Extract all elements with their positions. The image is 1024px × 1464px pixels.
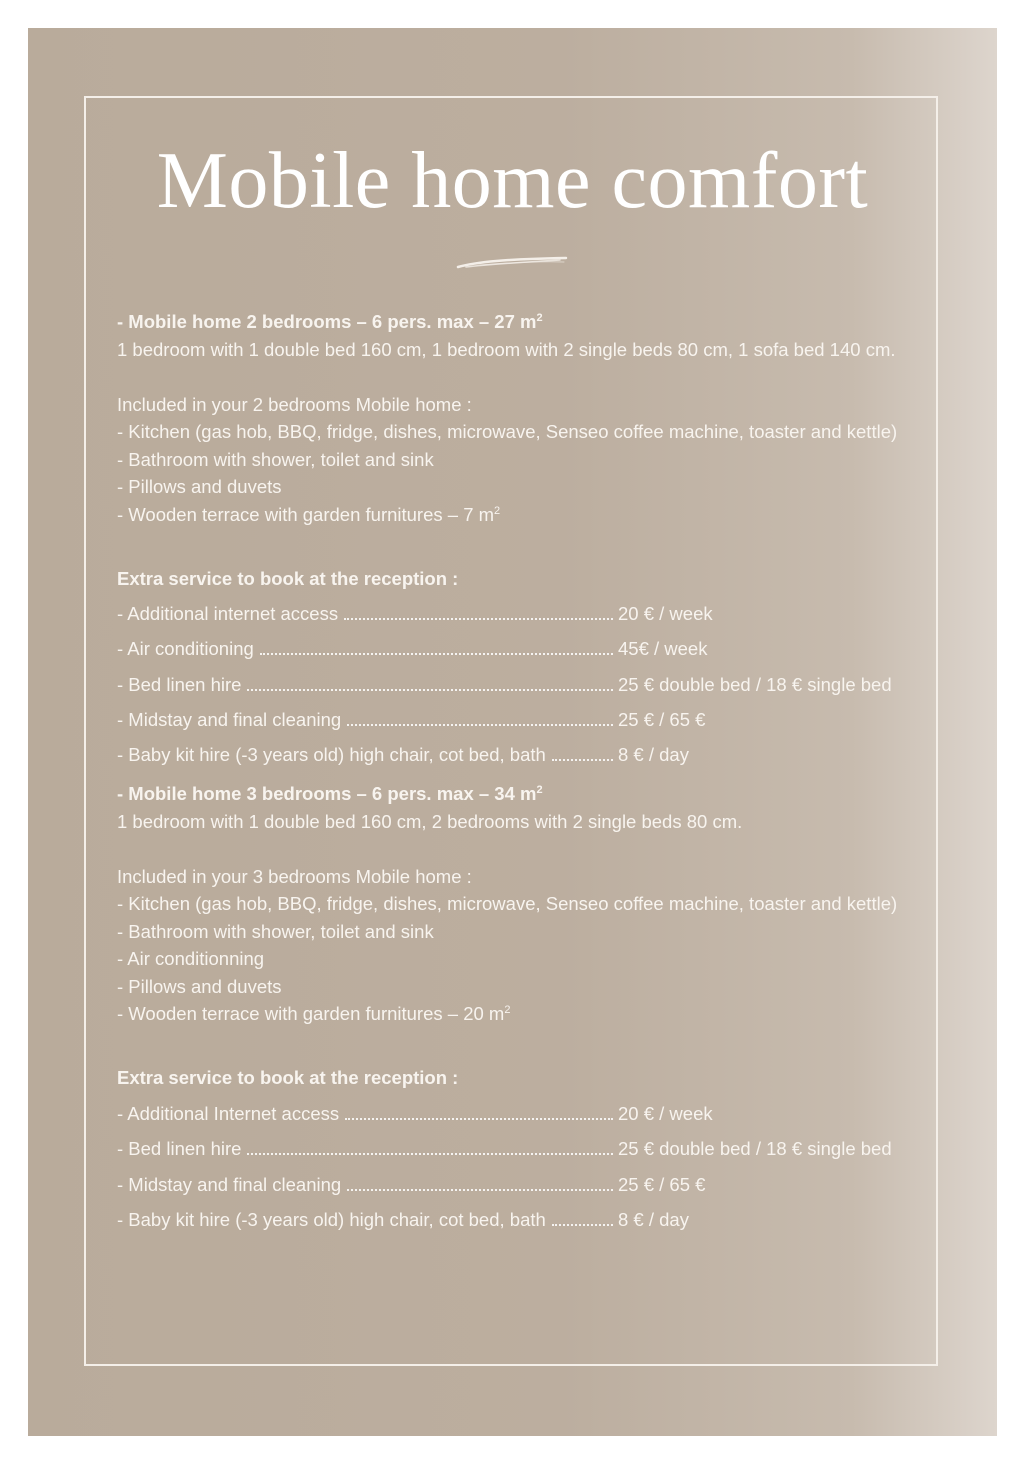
extra-service-price: 20 € / week [618, 1102, 713, 1124]
section-description: 1 bedroom with 1 double bed 160 cm, 1 bedroom with 2 single beds 80 cm, 1 sofa bed 140 cm. [117, 338, 896, 360]
dot-leader [345, 1114, 613, 1120]
section-description: 1 bedroom with 1 double bed 160 cm, 2 bedrooms with 2 single beds 80 cm. [117, 810, 743, 832]
extra-service-label: - Additional Internet access [117, 1102, 340, 1124]
extra-service-price: 8 € / day [618, 1208, 689, 1230]
extra-service-price: 25 € / 65 € [618, 708, 706, 730]
extra-service-row [117, 596, 917, 631]
extra-service-row [117, 702, 917, 737]
included-item: - Kitchen (gas hob, BBQ, fridge, dishes, microwave, Senseo coffee machine, toaster and kettle) [117, 893, 898, 915]
extra-service-row [117, 1096, 917, 1131]
dot-leader [247, 685, 613, 691]
page-title: Mobile home comfort [156, 137, 869, 225]
included-item: - Pillows and duvets [117, 975, 282, 997]
extra-service-row [117, 631, 917, 666]
extra-service-row [117, 1167, 917, 1202]
extra-service-heading: Extra service to book at the reception : [117, 567, 459, 589]
section-heading-2-bedrooms: - Mobile home 2 bedrooms – 6 pers. max – 27 $m^2$ [117, 311, 543, 332]
extra-service-price: 8 € / day [618, 744, 689, 766]
extra-service-label: - Bed linen hire [117, 673, 242, 695]
extra-service-label: - Bed linen hire [117, 1138, 242, 1160]
extra-service-label: - Additional internet access [117, 603, 339, 624]
extra-service-price: 45€ / week [618, 638, 708, 660]
dot-leader [552, 755, 613, 761]
included-intro: Included in your 2 bedrooms Mobile home : [117, 393, 472, 415]
extra-service-label: - Baby kit hire (-3 years old) high chair, cot bed, bath [117, 1208, 546, 1230]
extra-service-heading: Extra service to book at the reception : [117, 1067, 459, 1089]
included-item: - Wooden terrace with garden furnitures – 7 $m^2$ [117, 503, 501, 525]
extra-service-row [117, 667, 917, 702]
extra-service-price: 25 € double bed / 18 € single bed [618, 1138, 892, 1160]
dot-leader [347, 720, 613, 726]
content [117, 308, 917, 1237]
included-item: - Bathroom with shower, toilet and sink [117, 448, 434, 470]
extra-service-label: - Baby kit hire (-3 years old) high chair, cot bed, bath [117, 744, 546, 766]
included-intro: Included in your 3 bedrooms Mobile home : [117, 865, 472, 887]
brochure-card [28, 28, 997, 1436]
extra-service-price: 25 € / 65 € [618, 1173, 706, 1195]
included-item: - Kitchen (gas hob, BBQ, fridge, dishes, microwave, Senseo coffee machine, toaster and kettle) [117, 421, 898, 442]
section-heading-3-bedrooms: - Mobile home 3 bedrooms – 6 pers. max – 34 $m^2$ [117, 783, 543, 805]
extra-service-label: - Midstay and final cleaning [117, 708, 342, 730]
extra-service-row [117, 737, 917, 772]
included-item: - Air conditionning [117, 948, 265, 970]
included-item: - Bathroom with shower, toilet and sink [117, 920, 434, 942]
dot-leader [260, 649, 613, 655]
dot-leader [247, 1149, 613, 1155]
dot-leader [344, 614, 613, 620]
extra-service-row [117, 1202, 917, 1237]
dot-leader [347, 1185, 613, 1191]
extra-service-label: - Air conditioning [117, 638, 254, 660]
included-item: - Pillows and duvets [117, 476, 282, 497]
brush-flourish-icon [456, 254, 568, 274]
dot-leader [552, 1220, 613, 1226]
extra-service-label: - Midstay and final cleaning [117, 1173, 342, 1195]
extra-service-row [117, 1131, 917, 1166]
included-item: - Wooden terrace with garden furnitures – 20 $m^2$ [117, 1003, 511, 1025]
extra-service-price: 25 € double bed / 18 € single bed [618, 673, 892, 695]
extra-service-price: 20 € / week [618, 603, 713, 624]
